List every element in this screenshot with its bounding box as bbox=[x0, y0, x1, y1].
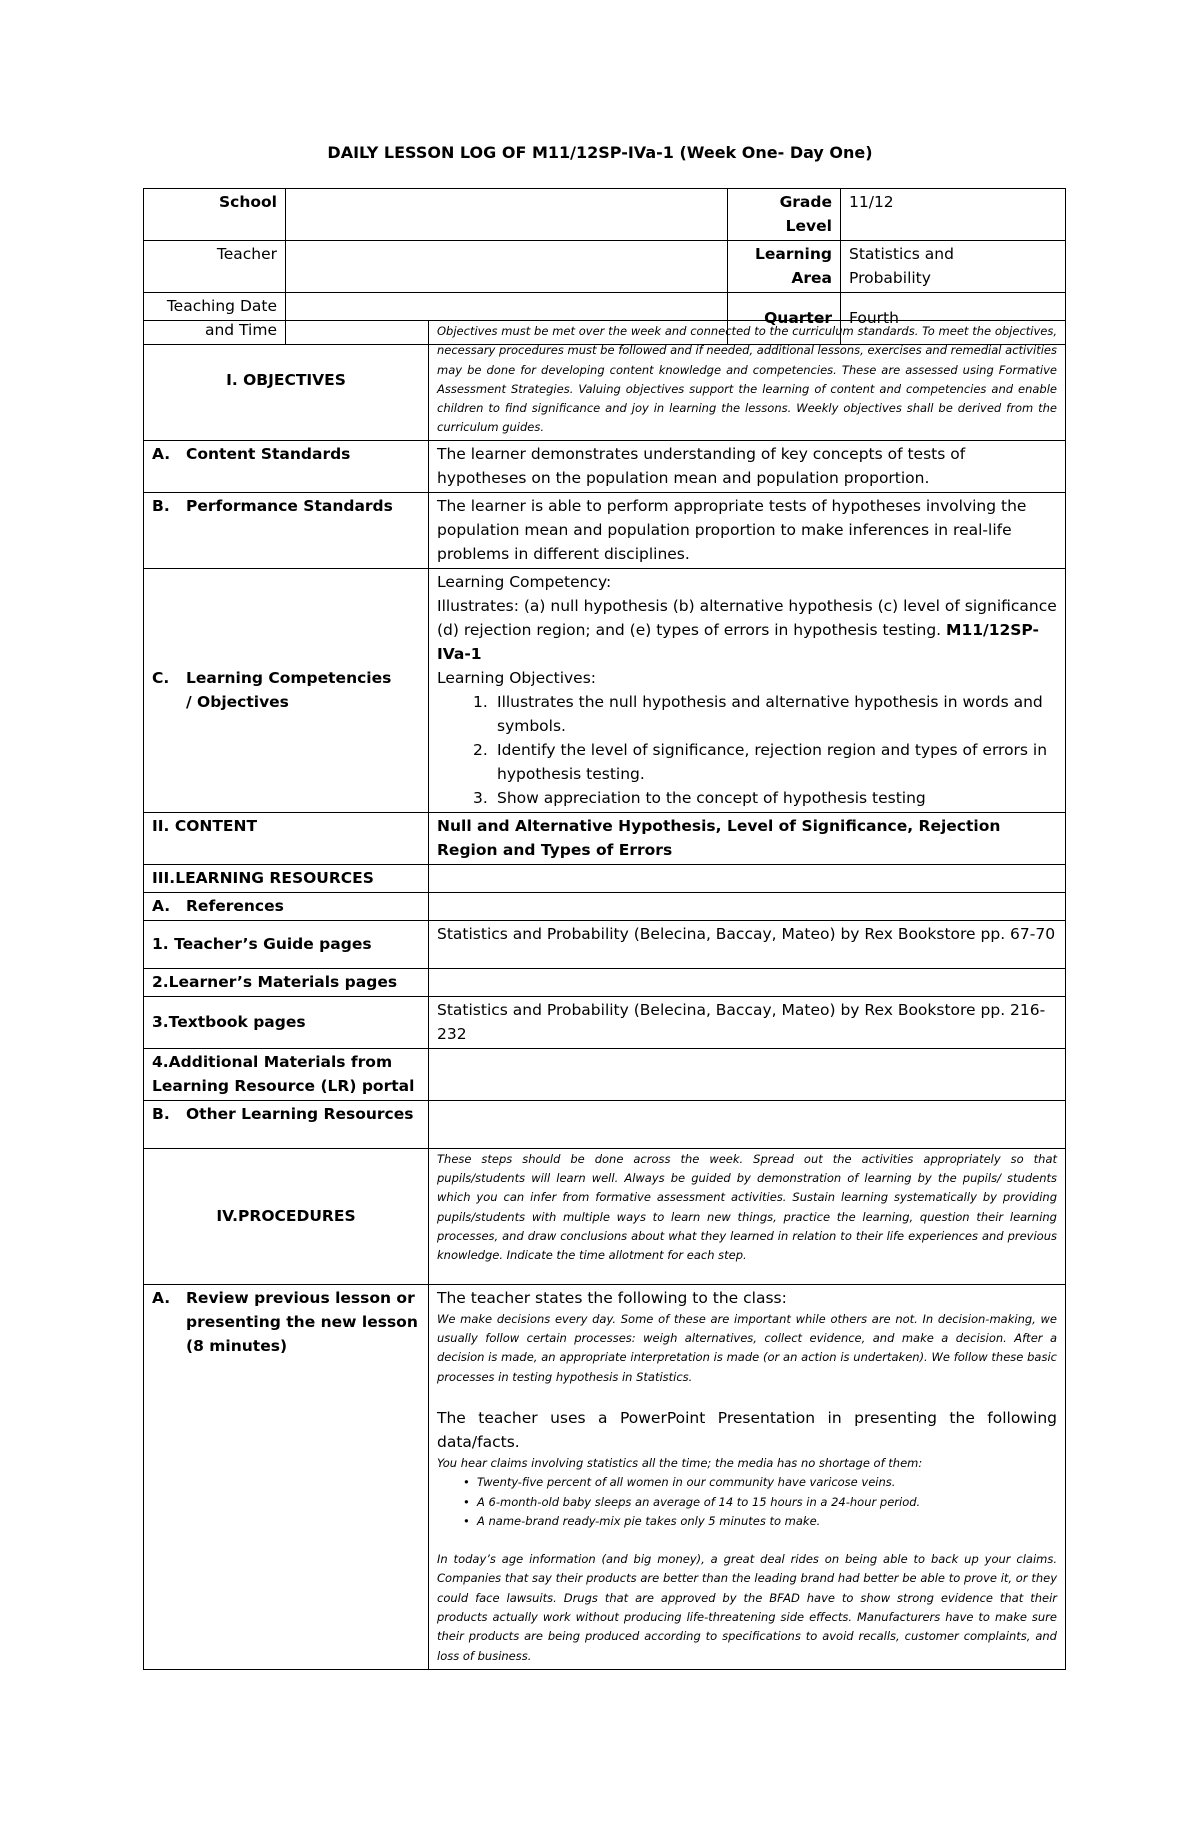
content-standards-value: The learner demonstrates understanding of key concepts of tests of hypotheses on the population mean and population proportion. bbox=[429, 440, 1066, 492]
list-item: • A name-brand ready-mix pie takes only 5 minutes to make. bbox=[463, 1513, 821, 1528]
review-intro: The teacher states the following to the class: bbox=[437, 1288, 787, 1307]
objectives-heading: I. OBJECTIVES bbox=[144, 321, 429, 441]
teacher-value bbox=[286, 241, 728, 293]
additional-materials-row bbox=[144, 1048, 1066, 1100]
competency-heading: Learning Competency: bbox=[437, 572, 612, 591]
ppt-text: The teacher uses a PowerPoint Presentation in presenting the following data/facts. bbox=[437, 1408, 1057, 1451]
quarter-value: Fourth bbox=[841, 293, 1066, 345]
competency-text: Illustrates: (a) null hypothesis (b) alternative hypothesis (c) level of significance (d) rejection region; and (e) types of errors in hypothesis testing. M11/12SP-IVa-1 bbox=[437, 596, 1057, 663]
learning-competencies-value bbox=[429, 568, 1066, 812]
teaching-date-label: Teaching Date and Time bbox=[144, 293, 286, 345]
procedures-heading: IV.PROCEDURES bbox=[144, 1148, 429, 1284]
teachers-guide-value: Statistics and Probability (Belecina, Baccay, Mateo) by Rex Bookstore pp. 67-70 bbox=[429, 920, 1066, 968]
textbook-pages-row bbox=[144, 996, 1066, 1048]
learners-materials-label: 2.Learner’s Materials pages bbox=[144, 968, 429, 996]
learners-materials-row bbox=[144, 968, 1066, 996]
school-value bbox=[286, 189, 728, 241]
claims-intro: You hear claims involving statistics all the time; the media has no shortage of them: bbox=[437, 1455, 923, 1470]
performance-standards-label: B. Performance Standards bbox=[152, 496, 393, 515]
review-lesson-value bbox=[429, 1284, 1066, 1669]
learning-objectives-list bbox=[437, 690, 1057, 810]
review-lesson-label: A. Review previous lesson or presenting the new lesson (8 minutes) bbox=[152, 1288, 418, 1355]
closing-text: In today’s age information (and big money), a great deal rides on being able to back up your claims. Companies that say their products are better than the leading brand had better be able to prove it, or they could face lawsuits. Drugs that are approved by the BFAD have to show strong evidence that their products actually work without producing life-threatening side effects. Manufacturers have to make sure their products are being produced according to specifications to avoid recalls, customer complaints, and loss of business. bbox=[437, 1552, 1057, 1663]
list-item: 3. Show appreciation to the concept of hypothesis testing bbox=[473, 788, 926, 807]
quarter-label: Quarter bbox=[728, 293, 841, 345]
performance-standards-value: The learner is able to perform appropriate tests of hypotheses involving the population mean and population proportion to make inferences in real-life problems in different disciplines. bbox=[429, 492, 1066, 568]
textbook-pages-label: 3.Textbook pages bbox=[144, 996, 429, 1048]
content-label: II. CONTENT bbox=[144, 812, 429, 864]
other-resources-label: B. Other Learning Resources bbox=[152, 1104, 414, 1123]
content-standards-row bbox=[144, 440, 1066, 492]
performance-standards-row bbox=[144, 492, 1066, 568]
list-item: 1. Illustrates the null hypothesis and alternative hypothesis in words and symbols. bbox=[473, 692, 1043, 735]
teacher-label: Teacher bbox=[144, 241, 286, 293]
lesson-body-table bbox=[143, 320, 1066, 1670]
other-resources-row bbox=[144, 1100, 1066, 1148]
objectives-note: Objectives must be met over the week and connected to the curriculum standards. To meet the objectives, necessary procedures must be followed and if needed, additional lessons, exercises and remedial activities may be done for developing content knowledge and competencies. These are assessed using Formative Assessment Strategies. Valuing objectives support the learning of content and competencies and enable children to find significance and joy in learning the lessons. Weekly objectives shall be derived from the curriculum guides. bbox=[429, 321, 1066, 441]
list-item: 2. Identify the level of significance, rejection region and types of errors in hypothesis testing. bbox=[473, 740, 1048, 783]
grade-level-value: 11/12 bbox=[841, 189, 1066, 241]
procedures-row bbox=[144, 1148, 1066, 1284]
teachers-guide-label: 1. Teacher’s Guide pages bbox=[144, 920, 429, 968]
competency-code: M11/12SP-IVa-1 bbox=[437, 620, 1039, 663]
learning-area-value: Statistics and Probability bbox=[841, 241, 1066, 293]
additional-materials-value bbox=[429, 1048, 1066, 1100]
textbook-pages-value: Statistics and Probability (Belecina, Baccay, Mateo) by Rex Bookstore pp. 216-232 bbox=[429, 996, 1066, 1048]
references-label: A. References bbox=[152, 896, 284, 915]
content-row bbox=[144, 812, 1066, 864]
objectives-row bbox=[144, 321, 1066, 441]
references-row bbox=[144, 892, 1066, 920]
learning-resources-label: III.LEARNING RESOURCES bbox=[144, 864, 429, 892]
content-value: Null and Alternative Hypothesis, Level of Significance, Rejection Region and Types of Errors bbox=[429, 812, 1066, 864]
review-lesson-row bbox=[144, 1284, 1066, 1669]
school-label: School bbox=[144, 189, 286, 241]
page-title: DAILY LESSON LOG OF M11/12SP-IVa-1 (Week One- Day One) bbox=[327, 143, 873, 162]
additional-materials-label: 4.Additional Materials from Learning Resource (LR) portal bbox=[144, 1048, 429, 1100]
review-quote: We make decisions every day. Some of these are important while others are not. In decision-making, we usually follow certain processes: weigh alternatives, collect evidence, and make a decision. After a decision is made, an appropriate interpretation is made (or an action is undertaken). We follow these basic processes in testing hypothesis in Statistics. bbox=[437, 1311, 1057, 1384]
teachers-guide-row bbox=[144, 920, 1066, 968]
learning-competencies-label: C. Learning Competencies / Objectives bbox=[152, 668, 392, 711]
other-resources-value bbox=[429, 1100, 1066, 1148]
claims-list bbox=[437, 1473, 1057, 1531]
list-item: • Twenty-five percent of all women in our community have varicose veins. bbox=[463, 1475, 896, 1490]
grade-level-label: Grade Level bbox=[728, 189, 841, 241]
learning-competencies-row bbox=[144, 568, 1066, 812]
learning-area-label: Learning Area bbox=[728, 241, 841, 293]
learners-materials-value bbox=[429, 968, 1066, 996]
list-item: • A 6-month-old baby sleeps an average of 14 to 15 hours in a 24-hour period. bbox=[463, 1494, 921, 1509]
learning-resources-row bbox=[144, 864, 1066, 892]
learning-objectives-heading: Learning Objectives: bbox=[437, 668, 597, 687]
procedures-note: These steps should be done across the week. Spread out the activities appropriately so that pupils/students will learn well. Always be guided by demonstration of learning by the pupils/ students which you can infer from formative assessment activities. Sustain learning systematically by providing pupils/students with multiple ways to learn new things, practice the learning, question their learning processes, and draw conclusions about what they learned in relation to their life experiences and previous knowledge. Indicate the time allotment for each step. bbox=[429, 1148, 1066, 1284]
content-standards-label: A. Content Standards bbox=[152, 444, 351, 463]
